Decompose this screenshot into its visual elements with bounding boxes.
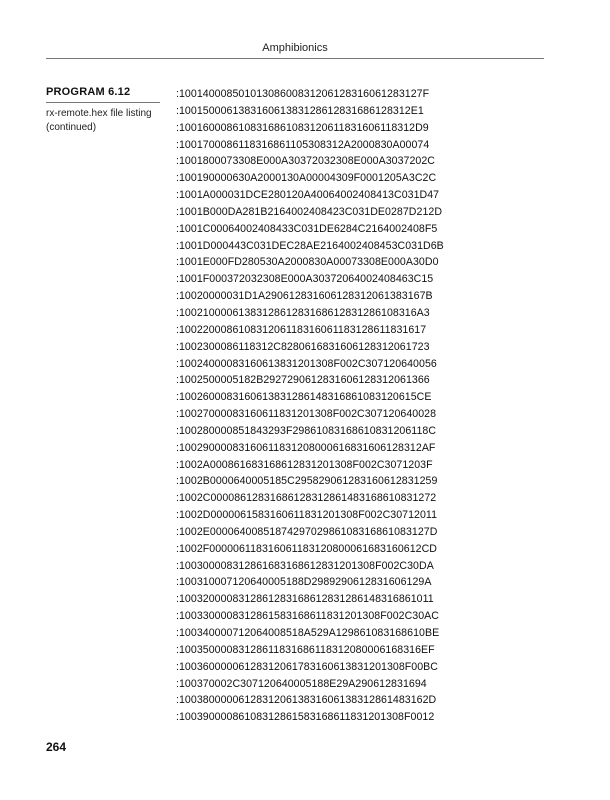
- listing-line: :1001D000443C031DEC28AE2164002408453C031D6B: [176, 239, 444, 252]
- listing-line: :1003300008312861583168611831201308F002C30AC: [176, 610, 439, 623]
- listing-line: :10027000083160611831201308F002C307120640028: [176, 408, 437, 421]
- listing-line: :10020000031D1A290612831606128312061383167B: [176, 290, 433, 303]
- listing-line: :1002100006138312861283168612831286108316A3: [176, 306, 430, 319]
- listing-line: :1001B000DA281B2164002408423C031DE0287D212D: [176, 205, 443, 218]
- listing-line: :100300008312861683168612831201308F002C30DA: [176, 559, 434, 572]
- listing-line: :1002300086118312C8280616831606128312061723: [176, 340, 430, 353]
- listing-line: :100280000851843293F29861083168610831206118C: [176, 424, 437, 437]
- listing-line: :1002500005182B2927290612831606128312061366: [176, 374, 430, 387]
- running-head: Amphibionics: [262, 42, 328, 54]
- listing-line: :10039000086108312861583168611831201308F0012: [176, 711, 435, 724]
- program-caption: [46, 107, 160, 135]
- listing-line: :10024000083160613831201308F002C307120640056: [176, 357, 437, 370]
- listing-line: :100220008610831206118316061183128611831617: [176, 323, 427, 336]
- listing-line: :10029000083160611831208000616831606128312AF: [176, 441, 436, 454]
- listing-line: :1002D0000061583160611831201308F002C30712011: [176, 509, 438, 522]
- listing-line: :100370002C307120640005188E29A290612831694: [176, 677, 427, 690]
- listing-line: :100340000712064008518A529A129861083168610BE: [176, 627, 440, 639]
- listing-line: :1002F000006118316061183120800061683160612CD: [176, 542, 438, 555]
- listing-line: :10014000850101308600831206128316061283127F: [176, 88, 430, 100]
- listing-line: :100150006138316061383128612831686128312E1: [176, 104, 424, 117]
- listing-line: :1001F000372032308E000A30372064002408463C15: [176, 273, 434, 286]
- listing-line: :1002A000861683168612831201308F002C3071203F: [176, 458, 433, 471]
- listing-line: :1001600086108316861083120611831606118312D9: [176, 121, 429, 134]
- listing-line: :100380000061283120613831606138312861483162D: [176, 694, 437, 707]
- listing-line: :10035000083128611831686118312080006168316EF: [176, 643, 435, 656]
- listing-line: :1002B0000640005185C295829061283160612831259: [176, 475, 438, 488]
- listing-line: :1002C00008612831686128312861483168610831272: [176, 492, 437, 505]
- listing-line: :1001A000031DCE280120A40064002408413C031D47: [176, 189, 440, 202]
- listing-line: :1002E0000640085187429702986108316861083127D: [176, 525, 438, 538]
- caption-line-2: (continued): [46, 122, 97, 133]
- listing-line: :100190000630A2000130A00004309F0001205A3C2C: [176, 172, 437, 185]
- header-rule: [46, 58, 544, 59]
- listing-line: :100310007120640005188D2989290612831606129A: [176, 576, 432, 589]
- program-label: PROGRAM 6.12: [46, 86, 160, 103]
- listing-line: :1001C00064002408433C031DE6284C2164002408F5: [176, 222, 438, 235]
- listing-line: :1002600083160613831286148316861083120615CE: [176, 391, 432, 404]
- hex-listing: [176, 86, 444, 726]
- listing-line: :1001E000FD280530A2000830A00073308E000A30D0: [176, 256, 439, 269]
- program-sidebar: [46, 86, 160, 135]
- page-number: 264: [46, 740, 67, 754]
- listing-line: :10036000006128312061783160613831201308F00BC: [176, 660, 438, 673]
- listing-line: :1001800073308E000A30372032308E000A3037202C: [176, 155, 436, 168]
- caption-line-1: rx-remote.hex file listing: [46, 108, 152, 119]
- listing-line: :1001700086118316861105308312A2000830A00074: [176, 138, 430, 151]
- listing-line: :1003200008312861283168612831286148316861011: [176, 593, 434, 606]
